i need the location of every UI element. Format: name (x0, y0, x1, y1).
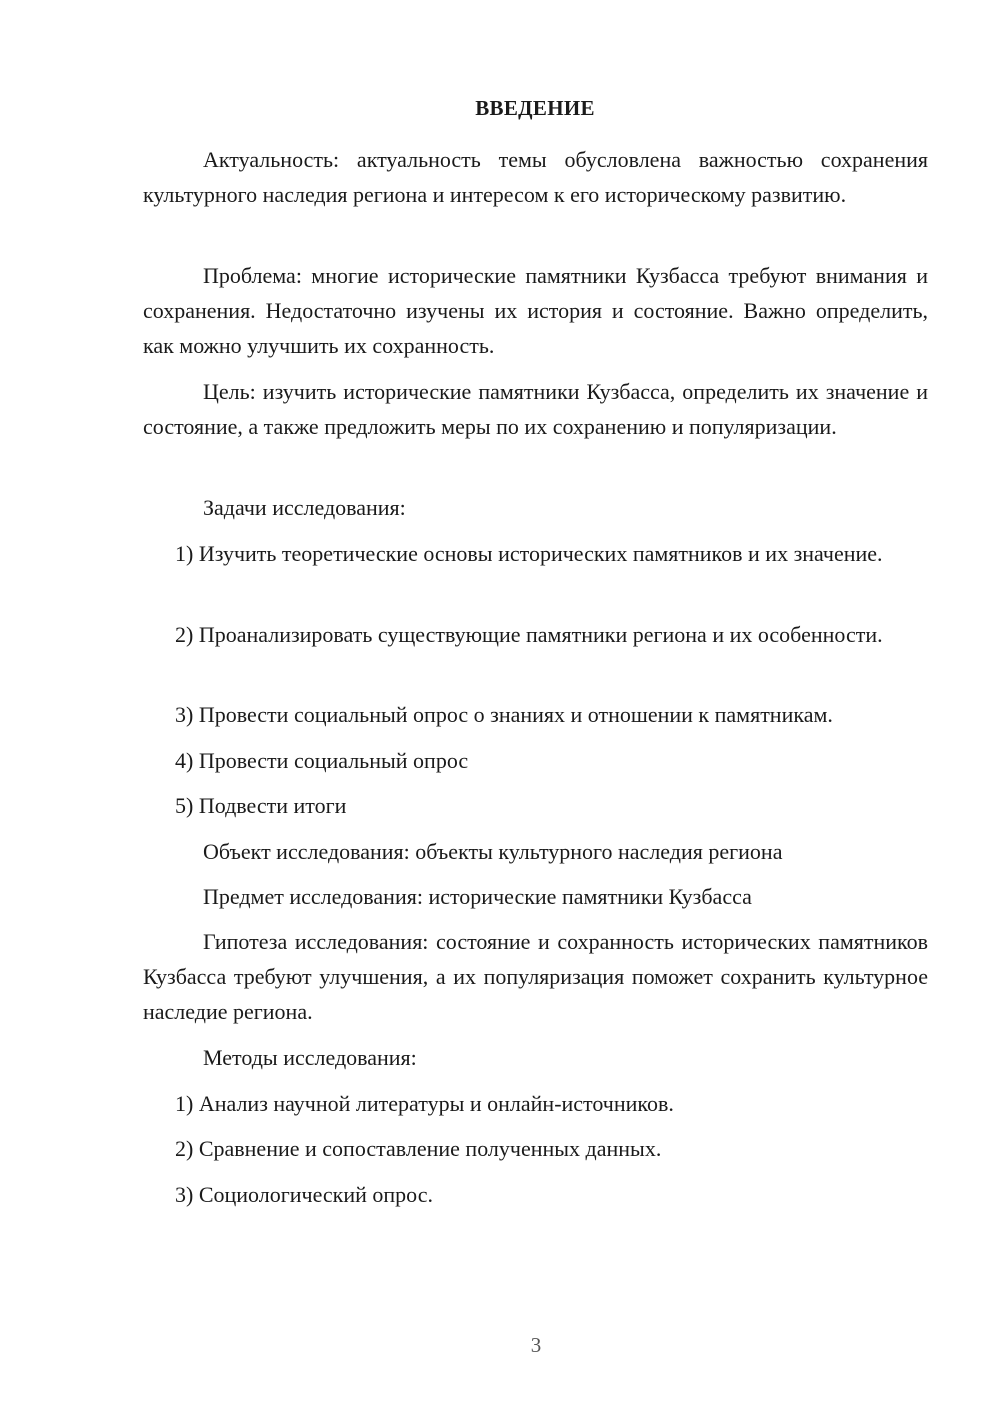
paragraph-tasks-title: Задачи исследования: (203, 495, 406, 520)
paragraph-goal: Цель: изучить исторические памятники Кузбасса, определить их значение и состояние, а также предложить меры по их сохранению и популяризации. (143, 379, 928, 439)
page-number: 3 (530, 1333, 542, 1357)
paragraph-subject: Предмет исследования: исторические памятники Кузбасса (203, 884, 752, 909)
list-item-method-3: 3) Социологический опрос. (175, 1182, 433, 1207)
paragraph-object: Объект исследования: объекты культурного наследия региона (203, 839, 783, 864)
list-item-task-3: 3) Провести социальный опрос о знаниях и отношении к памятникам. (175, 702, 833, 727)
list-item-method-2: 2) Сравнение и сопоставление полученных данных. (175, 1136, 662, 1161)
paragraph-methods-title: Методы исследования: (203, 1045, 417, 1070)
paragraph-hypothesis: Гипотеза исследования: состояние и сохранность исторических памятников Кузбасса требуют улучшения, а их популяризация поможет сохранить культурное наследие региона. (143, 929, 928, 1024)
list-item-method-1: 1) Анализ научной литературы и онлайн-источников. (175, 1091, 674, 1116)
paragraph-relevance: Актуальность: актуальность темы обусловлена важностью сохранения культурного наследия региона и интересом к его историческому развитию. (143, 147, 928, 207)
list-item-task-2: 2) Проанализировать существующие памятники региона и их особенности. (175, 622, 883, 647)
list-item-task-5: 5) Подвести итоги (175, 793, 347, 818)
paragraph-problem: Проблема: многие исторические памятники Кузбасса требуют внимания и сохранения. Недостаточно изучены их история и состояние. Важно определить, как можно улучшить их сохранность. (143, 263, 928, 358)
section-heading: ВВЕДЕНИЕ (475, 96, 595, 120)
list-item-task-4: 4) Провести социальный опрос (175, 748, 469, 773)
list-item-task-1: 1) Изучить теоретические основы исторических памятников и их значение. (175, 541, 883, 566)
